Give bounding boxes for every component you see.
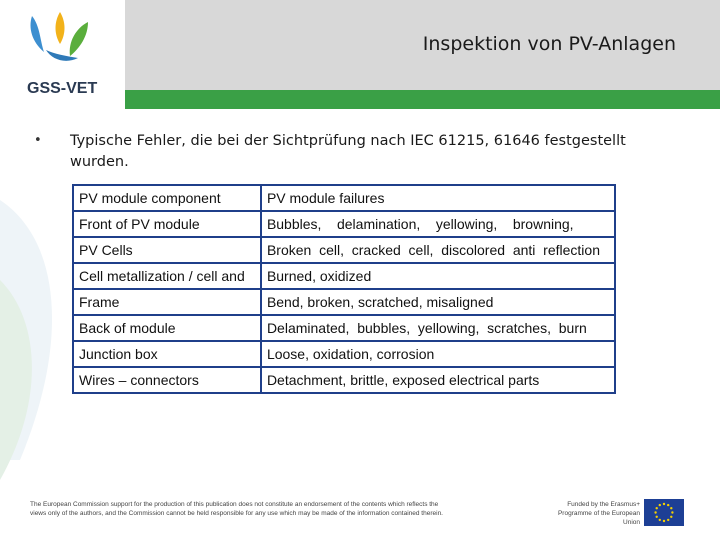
table-row xyxy=(73,237,615,263)
table-row xyxy=(73,367,615,393)
table-cell-failures: Detachment, brittle, exposed electrical parts xyxy=(261,367,615,393)
table-cell-component: Front of PV module xyxy=(73,211,261,237)
table-row xyxy=(73,315,615,341)
table-row xyxy=(73,263,615,289)
table-cell-component: Frame xyxy=(73,289,261,315)
table-cell-component: PV Cells xyxy=(73,237,261,263)
bullet-marker: • xyxy=(34,133,42,148)
table-row xyxy=(73,185,615,211)
logo-text: GSS-VET xyxy=(27,80,98,97)
table-cell-failures: PV module failures xyxy=(261,185,615,211)
eu-flag-icon xyxy=(644,499,684,526)
gss-vet-logo-icon xyxy=(26,8,106,88)
slide-title: Inspektion von PV-Anlagen xyxy=(422,33,676,55)
table-cell-failures: Bubbles, delamination, yellowing, browning, xyxy=(261,211,615,237)
table-cell-component: Wires – connectors xyxy=(73,367,261,393)
header-accent-bar xyxy=(125,90,720,109)
table-cell-failures: Loose, oxidation, corrosion xyxy=(261,341,615,367)
table-cell-failures: Burned, oxidized xyxy=(261,263,615,289)
bullet-text: Typische Fehler, die bei der Sichtprüfung nach IEC 61215, 61646 festgestellt wurden. xyxy=(70,133,626,170)
table-row xyxy=(73,341,615,367)
table-row xyxy=(73,289,615,315)
funded-by-text: Funded by the Erasmus+ Programme of the European Union xyxy=(557,501,640,526)
table-cell-component: Cell metallization / cell and xyxy=(73,263,261,289)
table-cell-failures: Delaminated, bubbles, yellowing, scratches, burn xyxy=(261,315,615,341)
table-cell-component: Junction box xyxy=(73,341,261,367)
pv-failures-table xyxy=(72,184,616,394)
table-cell-failures: Bend, broken, scratched, misaligned xyxy=(261,289,615,315)
table-row xyxy=(73,211,615,237)
footer-disclaimer: The European Commission support for the production of this publication does not constitute an endorsement of the contents which reflects the views only of the authors, and the Commission cannot be held responsible for any use which may be made of the information contained therein. xyxy=(30,501,443,517)
table-cell-failures: Broken cell, cracked cell, discolored anti reflection xyxy=(261,237,615,263)
table-cell-component: Back of module xyxy=(73,315,261,341)
table-cell-component: PV module component xyxy=(73,185,261,211)
